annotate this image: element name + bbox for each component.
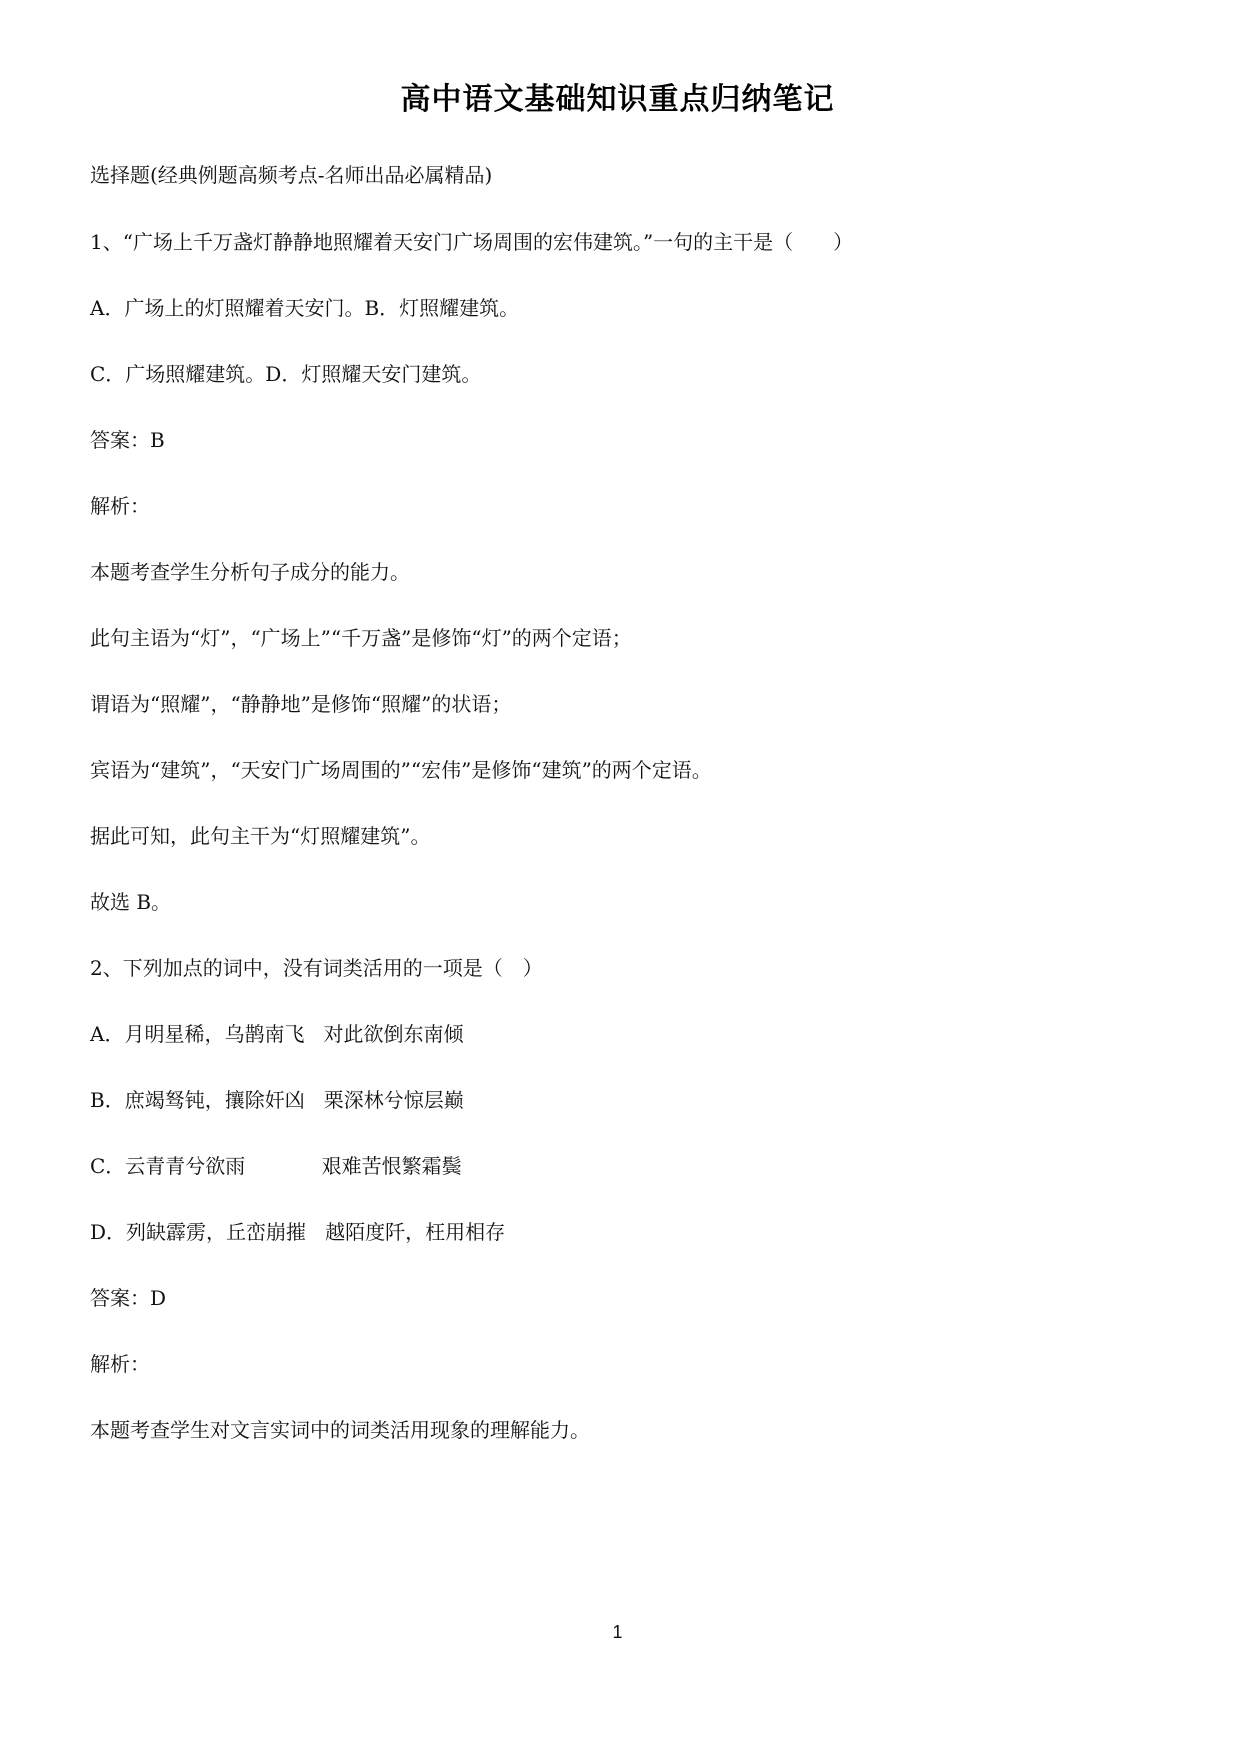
question-1-answer: 答案：B <box>90 428 165 452</box>
question-2-option-c: C．云青青兮欲雨 艰难苦恨繁霜鬓 <box>90 1154 462 1178</box>
section-heading: 选择题(经典例题高频考点-名师出品必属精品) <box>90 163 493 187</box>
question-1-analysis-line-5: 据此可知，此句主干为“灯照耀建筑”。 <box>90 824 431 848</box>
document-title: 高中语文基础知识重点归纳笔记 <box>400 82 835 117</box>
question-1-analysis-label: 解析： <box>90 494 150 518</box>
question-1-options-cd: C．广场照耀建筑。D．灯照耀天安门建筑。 <box>90 362 482 386</box>
question-1-analysis-line-6: 故选 B。 <box>90 890 172 914</box>
question-1-analysis-line-3: 谓语为“照耀”，“静静地”是修饰“照耀”的状语； <box>90 692 512 716</box>
question-2-stem: 2、下列加点的词中，没有词类活用的一项是（ ） <box>90 956 543 980</box>
question-1-options-ab: A．广场上的灯照耀着天安门。B．灯照耀建筑。 <box>90 296 520 320</box>
page-number: 1 <box>612 1622 623 1642</box>
question-1-stem: 1、“广场上千万盏灯静静地照耀着天安门广场周围的宏伟建筑。”一句的主干是（ ） <box>90 230 854 254</box>
question-2-analysis-line-1: 本题考查学生对文言实词中的词类活用现象的理解能力。 <box>90 1418 590 1442</box>
question-2-analysis-label: 解析： <box>90 1352 150 1376</box>
question-2-option-d: D．列缺霹雳，丘峦崩摧 越陌度阡，枉用相存 <box>90 1220 506 1244</box>
question-1-analysis-line-2: 此句主语为“灯”，“广场上”“千万盏”是修饰“灯”的两个定语； <box>90 626 632 650</box>
question-1-analysis-line-4: 宾语为“建筑”，“天安门广场周围的”“宏伟”是修饰“建筑”的两个定语。 <box>90 758 712 782</box>
question-2-option-b: B．庶竭驽钝，攘除奸凶 栗深林兮惊层巅 <box>90 1088 464 1112</box>
question-1-analysis-line-1: 本题考查学生分析句子成分的能力。 <box>90 560 410 584</box>
question-2-answer: 答案：D <box>90 1286 167 1310</box>
question-2-option-a: A．月明星稀，乌鹊南飞 对此欲倒东南倾 <box>90 1022 464 1046</box>
